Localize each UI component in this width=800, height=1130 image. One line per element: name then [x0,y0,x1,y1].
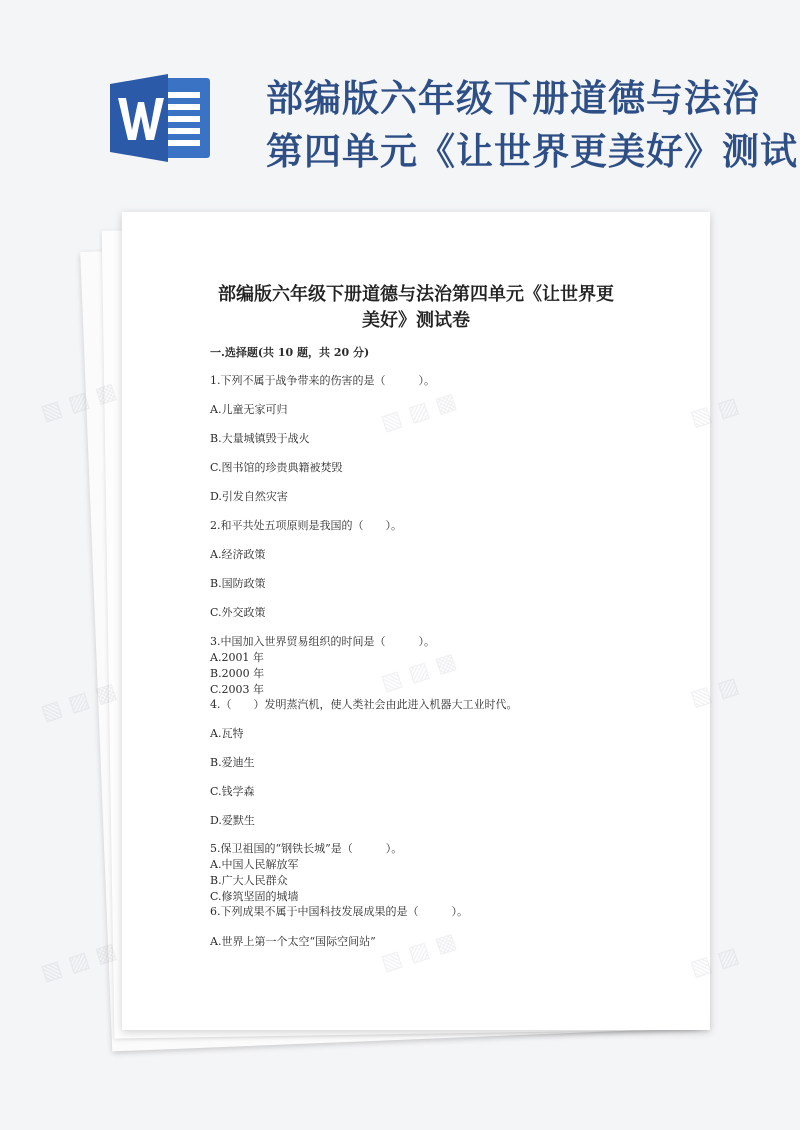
option-line: B.2000 年 [210,667,265,680]
document-page [122,212,710,1030]
word-document-icon [110,72,215,164]
option-line: C.修筑坚固的城墙 [210,890,299,903]
option-line: C.钱学森 [210,785,255,798]
document-title-line-2: 美好》测试卷 [362,310,470,331]
document-title-line-1: 部编版六年级下册道德与法治第四单元《让世界更 [218,284,614,305]
option-line: A.儿童无家可归 [210,403,288,416]
question-2: 2.和平共处五项原则是我国的（ ）。 [210,519,402,532]
watermark-mark: ▧ ▨ [687,943,742,982]
document-title [122,282,710,334]
question-5: 5.保卫祖国的“钢铁长城”是（ ）。 [210,842,403,855]
watermark-mark: ▧ ▨ [687,393,742,432]
option-line: D.引发自然灾害 [210,490,288,503]
option-line: B.大量城镇毁于战火 [210,432,310,445]
option-line: C.外交政策 [210,606,266,619]
option-line: A.瓦特 [210,727,244,740]
section-heading: 一.选择题(共 10 题，共 20 分) [210,346,370,359]
question-3: 3.中国加入世界贸易组织的时间是（ ）。 [210,635,435,648]
watermark-mark: ▧ ▨ ▩ [38,938,120,987]
watermark-mark: ▧ ▨ ▩ [38,678,120,727]
header-banner [0,0,800,210]
banner-title [266,72,798,178]
banner-title-line-2: 第四单元《让世界更美好》测试 [266,130,798,173]
option-line: B.爱迪生 [210,756,255,769]
watermark-mark: ▧ ▨ ▩ [38,378,120,427]
option-line: C.2003 年 [210,683,265,696]
question-6: 6.下列成果不属于中国科技发展成果的是（ ）。 [210,905,468,918]
question-4: 4.（ ）发明蒸汽机，使人类社会由此进入机器大工业时代。 [210,698,518,711]
option-line: A.世界上第一个太空“国际空间站” [210,935,376,948]
option-line: A.中国人民解放军 [210,858,299,871]
banner-title-line-1: 部编版六年级下册道德与法治 [266,77,760,120]
watermark-mark: ▧ ▨ [687,673,742,712]
question-1: 1.下列不属于战争带来的伤害的是（ ）。 [210,374,435,387]
option-line: D.爱默生 [210,814,255,827]
option-line: A.2001 年 [210,651,264,664]
option-line: C.图书馆的珍贵典籍被焚毁 [210,461,343,474]
option-line: A.经济政策 [210,548,266,561]
option-line: B.国防政策 [210,577,266,590]
option-line: B.广大人民群众 [210,874,288,887]
